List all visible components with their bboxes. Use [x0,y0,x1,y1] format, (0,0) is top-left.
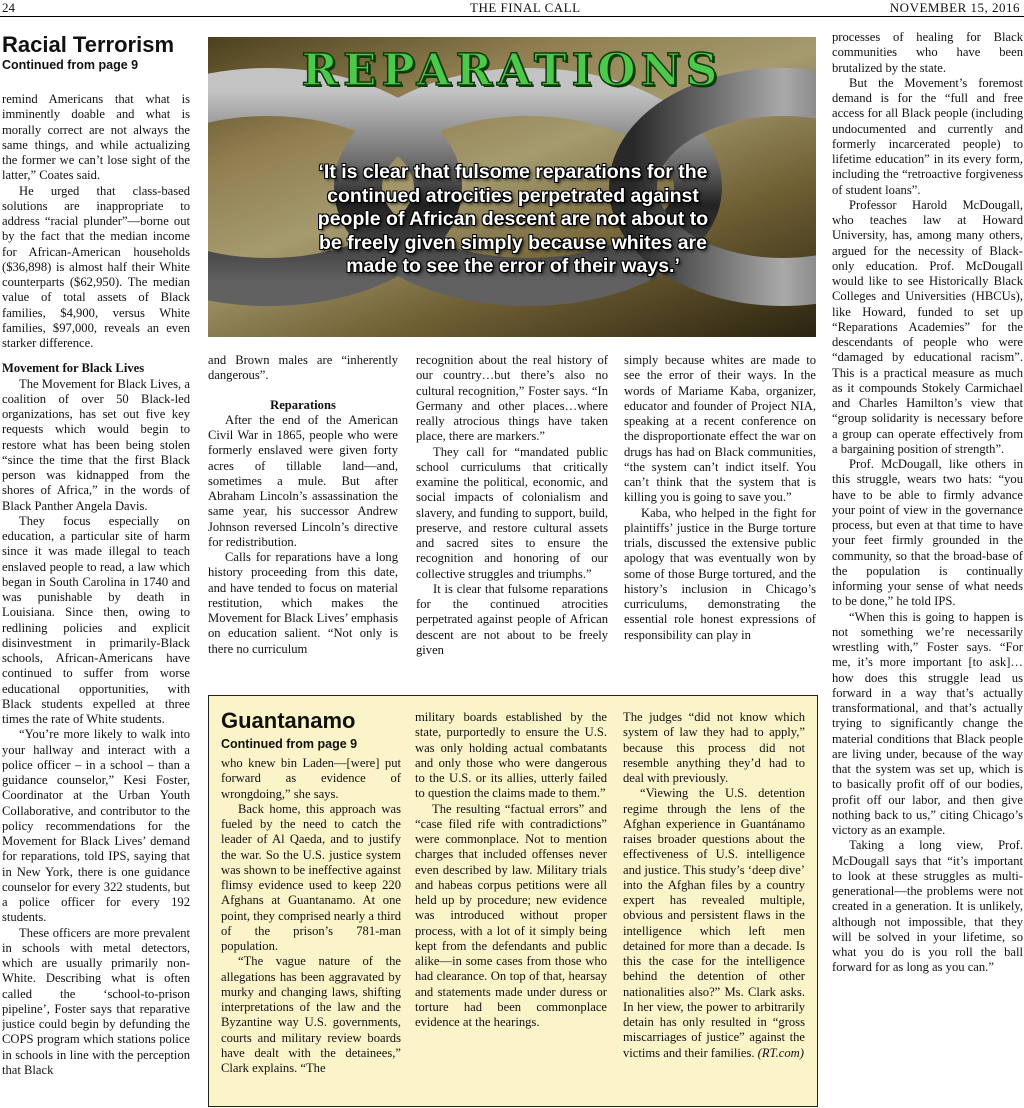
paragraph: The judges “did not know which system of law they had to apply,” because this process did not resemble anything they’d had to deal with previously. [623,710,805,785]
issue-date: NOVEMBER 15, 2016 [889,0,1020,15]
sidebar-column-3 [623,710,805,1101]
paragraph [623,786,805,1061]
paragraph: Calls for reparations have a long history proceeding from this date, and have tended to focus on material restitution, which makes the Movement for Black Lives’ emphasis on education salient. “Not only is there no curriculum [208,550,398,656]
section-heading: Reparations [270,397,336,412]
paragraph: They call for “mandated public school curriculums that critically examine the political, economic, and social impacts of colonialism and slavery, and funding to support, build, preserve, and restore cultural assets and sacred sites to ensure the recognition and honoring of our collective struggles and triumphs.” [416,444,608,581]
banner-headline: REPARATIONS [301,45,723,96]
reparations-banner-image [208,37,816,337]
paragraph: Prof. McDougall, like others in this struggle, wears two hats: “you have to be able to firmly advance your point of view in the governance process, but even at that time to have your feet firmly grounded in the community, so that the broad-base of the population is continually informing your sense of what needs to be done,” he told IPS. [832,457,1023,609]
paragraph: Back home, this approach was fueled by the need to catch the leader of Al Qaeda, and to justify the war. So the U.S. justice system was shown to be ineffective against flimsy evidence used to keep 220 Afghans at Guantanamo. At one point, they comprised nearly a third of the prison’s 781-man population. [221,801,401,953]
sidebar-column-1 [221,756,401,1101]
paragraph: These officers are more prevalent in schools with metal detectors, which are usually primarily non-White. Describing what is often called the ‘school-to-prison pipeline’, Foster says that reparative justice could begin by defunding the COPS program which stations police in schools in line with the perception that Black [2,925,190,1077]
sidebar-title: Guantanamo [221,708,356,733]
sidebar-column-2 [415,710,607,1101]
paragraph: “The vague nature of the allegations has been aggravated by murky and changing laws, shifting interpretations of the law and the Byzantine way U.S. governments, courts and military review boards have dealt with the detainees,” Clark explains. “The [221,954,401,1075]
paragraph: Professor Harold McDougall, who teaches law at Howard University, has, among many others, argued for the necessity of Black-only education. Prof. McDougall would like to see Historically Black Colleges and Universities (HBCUs), like Howard, funded to set up “Reparations Academies” for the descendants of people who were “damaged by educational racism”. This is a practical measure as much as it compounds Stokely Carmichael and Charles Hamilton’s view that “group solidarity is necessary before a group can operate effectively from a bargaining position of strength”. [832,197,1023,456]
paragraph: remind Americans that what is imminently doable and what is morally correct are not always the same things, and while actualizing the former we can’t lose sight of the latter,” Coates said. [2,92,190,183]
article-column-4 [624,353,816,683]
section-heading: Movement for Black Lives [2,361,145,376]
paragraph: The resulting “factual errors” and “case filed rife with contradictions” were commonplace. Not to mention charges that included offenses never even described by law. Military trials and habeas corpus petitions were all held up by procedure; new evidence was introduced without proper process, with a lot of it simply being kept from the defendants and public alike—in some cases from those who had clearance. On top of that, hearsay and statements made under duress or torture had been commonplace evidence at the hearings. [415,801,607,1029]
paragraph: But the Movement’s foremost demand is for the “full and free access for all Black people (including undocumented and currently and formerly incarcerated people) to lifetime education” in its every form, including the “retroactive forgiveness of student loans”. [832,75,1023,197]
paragraph: They focus especially on education, a particular site of harm since it was made illegal to teach enslaved people to read, a law which began in South Carolina in 1740 and was punishable by death in Louisiana. Since then, owing to redlining policies and explicit disinvestment in primarily-Black schools, African-Americans have continued to suffer from worse educational opportunities, with Black students expelled at three times the rate of White students. [2,513,190,726]
paragraph: recognition about the real history of our country…but there’s also no cultural recognition,” Foster says. “In Germany and other places…where really atrocious things have taken place, there are markers.” [416,353,608,444]
article-column-2 [208,353,398,683]
guantanamo-sidebar [208,695,818,1107]
article-column-3 [416,353,608,683]
page-number: 24 [2,0,15,15]
paragraph: who knew bin Laden—[were] put forward as evidence of wrongdoing,” she says. [221,756,401,801]
paragraph: simply because whites are made to see the error of their ways. In the words of Mariame Kaba, organizer, educator and founder of Project NIA, speaking at a recent conference on the disproportionate effect the war on drugs has had on Black communities, “the system can’t indict itself. You can’t think that the system that is killing you is going to save you.” [624,353,816,505]
page-header [0,0,1024,17]
article-column-1 [2,92,190,1106]
paragraph: The Movement for Black Lives, a coalition of over 50 Black-led organizations, has set out five key requests which would begin to restore what has been being stolen “since the time that the first Black person was kidnapped from the shores of Africa,” in the words of Black Panther Angela Davis. [2,376,190,513]
publication-name: THE FINAL CALL [470,0,581,15]
source-credit: (RT.com) [757,1045,804,1060]
paragraph: He urged that class-based solutions are inappropriate to address “racial plunder”—borne out by the fact that the median income for African-American households ($36,898) is almost half their White counterparts ($62,950). The median value of total assets of Black families, $4,900, versus White families, $97,000, reveals an even starker difference. [2,183,190,350]
article-title: Racial Terrorism [2,32,175,57]
article-continued-from: Continued from page 9 [2,58,139,72]
sidebar-continued-from: Continued from page 9 [221,737,358,751]
paragraph: processes of healing for Black communities who have been brutalized by the state. [832,30,1023,75]
paragraph: military boards established by the state, purportedly to ensure the U.S. was only holding actual combatants and only those who were dangerous to the U.S. or its allies, utterly failed to question the claims made to them.” [415,710,607,801]
paragraph: Taking a long view, Prof. McDougall says that “it’s important to look at these struggles as multi-generational—the problems were not created in a generation. It is unlikely, although not impossible, that they will be solved in your lifetime, so what you do is you roll the ball forward for as long as you can.” [832,838,1023,975]
paragraph: It is clear that fulsome reparations for the continued atrocities perpetrated against people of African descent are not about to be freely given [416,581,608,657]
paragraph: After the end of the American Civil War in 1865, people who were formerly enslaved were given forty acres of tillable land—and, sometimes a mule. But after Abraham Lincoln’s assassination the same year, his successor Andrew Johnson reversed Lincoln’s directive for redistribution. [208,412,398,549]
paragraph: “You’re more likely to walk into your hallway and interact with a police officer – in a school – than a guidance counselor,” Kesi Foster, Coordinator at the Urban Youth Collaborative, and contributor to the policy recommendations for the Movement for Black Lives’ demand for reparations, told IPS, saying that in New York, there is one guidance counselor for every 322 students, but a police officer for every 192 students. [2,727,190,925]
paragraph: “When this is going to happen is not something we’re necessarily wrestling with,” Foster says. “For me, it’s more important [to ask]…how does this struggle lead us forward in a way that’s actually transformational, and that’s actually trying to significantly change the material conditions that Black people are living under, because of the way that the system was set up, which is to basically profit off of our bodies, profit off our labor, and then give nothing back to us,” citing Chicago’s victory as an example. [832,609,1023,837]
paragraph-text: “Viewing the U.S. detention regime through the lens of the Afghan experience in Guantánamo raises broader questions about the effectiveness of U.S. intelligence and justice. This study’s ‘deep dive’ into the Afghan files by a country expert has revealed multiple, obvious and persistent flaws in the intelligence which left men detained for more than a decade. Is this the case for the intelligence behind the detention of other nationalities also?” Ms. Clark asks. In her view, the power to arbitrarily detain has only resulted in “gross miscarriages of justice” against the victims and their families. [623,786,805,1060]
paragraph: and Brown males are “inherently dangerous”. [208,353,398,383]
paragraph: Kaba, who helped in the fight for plaintiffs’ justice in the Burge torture trials, discussed the extensive public apology that was eventually won by some of those Burge tortured, and the history’s inclusion in Chicago’s curriculums, demonstrating the essential role honest expressions of responsibility can play in [624,505,816,642]
pull-quote: ‘It is clear that fulsome reparations for the continued atrocities perpetrated against people of African descent are not about to be freely given simply because whites are made to see the error of their ways.’ [317,161,709,277]
article-column-5 [832,30,1023,1106]
